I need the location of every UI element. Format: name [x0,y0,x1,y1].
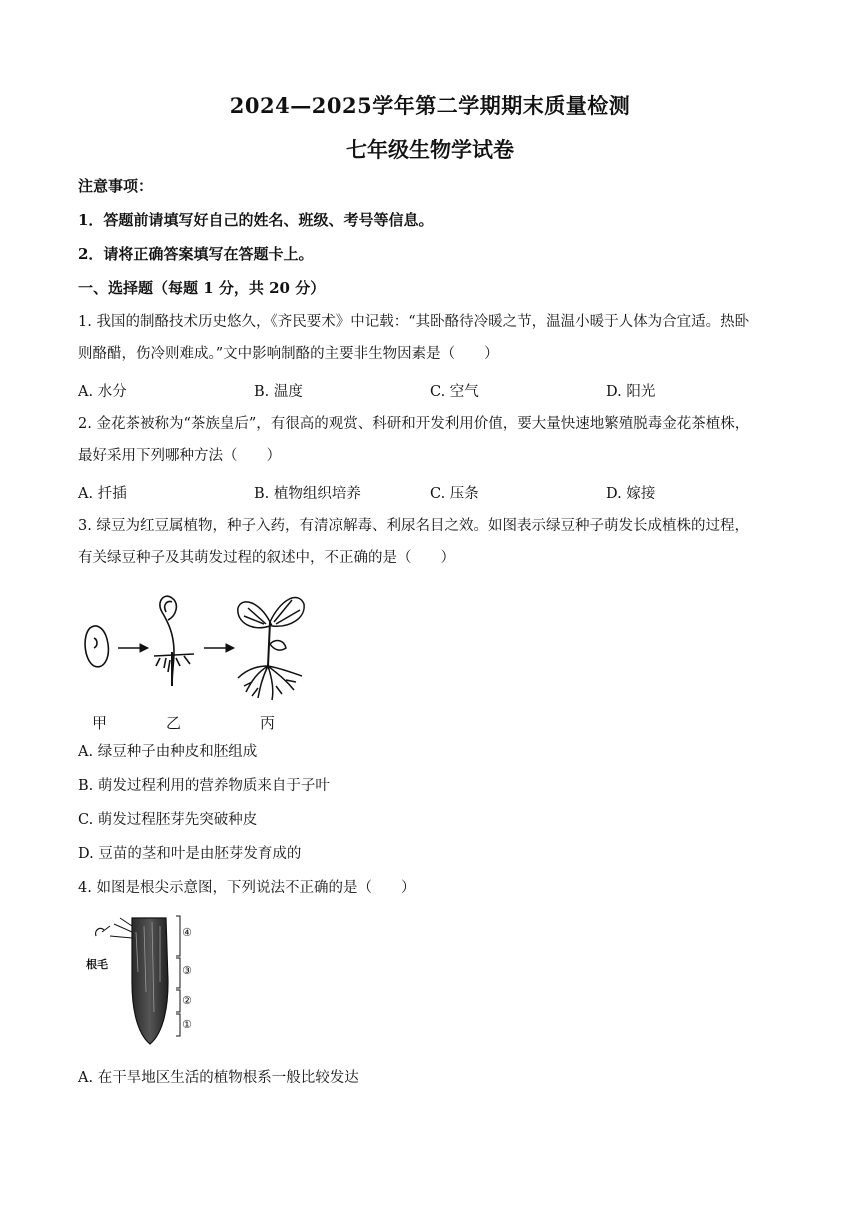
question-1-option-d: D. 阳光 [606,384,656,400]
figure-label-bing: 丙 [260,714,276,732]
plant-drawing [238,598,304,700]
root-tip-drawing [96,918,168,1044]
root-hair-label: 根毛 [86,958,108,971]
notice-heading: 注意事项： [78,177,154,195]
question-2-option-c: C. 压条 [430,486,479,502]
section-heading: 一、选择题（每题 1 分，共 20 分） [78,279,326,297]
question-1-option-c: C. 空气 [430,384,479,400]
question-2-option-a: A. 扦插 [78,486,127,502]
question-2-line-2: 最好采用下列哪种方法（ ） [78,448,281,464]
question-3-line-2: 有关绿豆种子及其萌发过程的叙述中，不正确的是（ ） [78,550,455,566]
zone-label-2: ② [182,994,192,1007]
question-3-option-c: C. 萌发过程胚芽先突破种皮 [78,812,258,828]
arrow-icon [204,644,234,652]
zone-label-1: ① [182,1018,192,1031]
notice-item-1: 1．答题前请填写好自己的姓名、班级、考号等信息。 [78,211,434,229]
question-3-option-a: A. 绿豆种子由种皮和胚组成 [78,744,258,760]
zone-label-3: ③ [182,964,192,977]
germination-figure [76,582,336,706]
question-3-option-b: B. 萌发过程利用的营养物质来自于子叶 [78,778,330,794]
exam-title: 2024—2025学年第二学期期末质量检测 [229,93,631,118]
root-tip-figure [80,912,210,1048]
question-1-option-a: A. 水分 [78,384,127,400]
question-2-option-d: D. 嫁接 [606,486,656,502]
question-4-option-a: A. 在干旱地区生活的植物根系一般比较发达 [78,1070,359,1086]
question-3-option-d: D. 豆苗的茎和叶是由胚芽发育成的 [78,846,302,862]
question-1-option-b: B. 温度 [254,384,303,400]
exam-subtitle: 七年级生物学试卷 [346,137,514,162]
question-3-line-1: 3. 绿豆为红豆属植物，种子入药，有清凉解毒、利尿名目之效。如图表示绿豆种子萌发长成植株的过程， [78,518,749,534]
figure-label-jia: 甲 [92,714,108,732]
figure-label-yi: 乙 [166,714,182,732]
seedling-drawing [154,596,194,686]
notice-item-2: 2．请将正确答案填写在答题卡上。 [78,245,314,263]
zone-label-4: ④ [182,926,192,939]
question-2-line-1: 2. 金花茶被称为“茶族皇后”，有很高的观赏、科研和开发利用价值，要大量快速地繁殖脱毒金花茶植株， [78,416,750,432]
question-1-line-1: 1. 我国的制酪技术历史悠久，《齐民要术》中记载：“其卧酪待冷暖之节，温温小暖于人体为合宜适。热卧 [78,314,750,330]
question-1-line-2: 则酪醋，伤冷则难成。”文中影响制酪的主要非生物因素是（ ） [78,346,499,362]
question-2-option-b: B. 植物组织培养 [254,486,361,502]
zone-brackets [176,916,180,1036]
arrow-icon [118,644,148,652]
seed-drawing [85,626,108,667]
question-4-line-1: 4. 如图是根尖示意图，下列说法不正确的是（ ） [78,880,416,896]
